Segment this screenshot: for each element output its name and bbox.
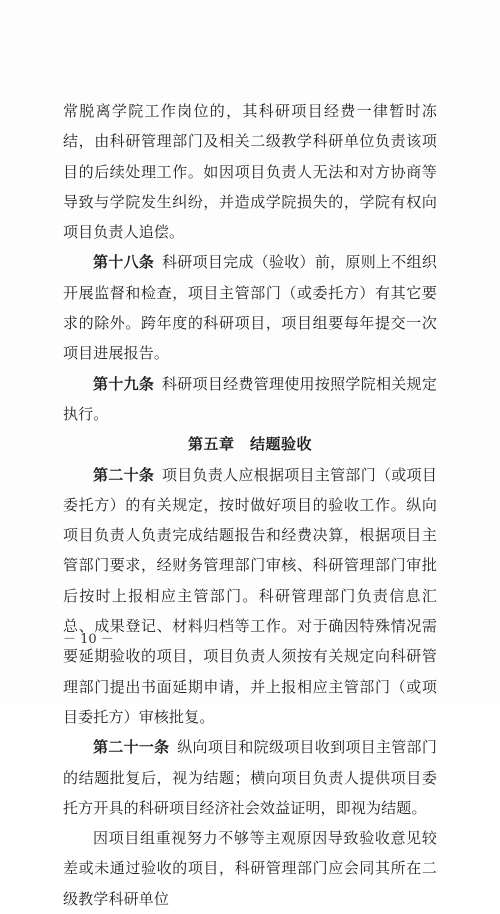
article-18-text: 科研项目完成（验收）前，原则上不组织开展监督和检查，项目主管部门（或委托方）有其它要求的除外。跨年度的科研项目，项目组要每年提交一次项目进展报告。 — [63, 253, 437, 363]
article-21-label: 第二十一条 — [93, 738, 170, 757]
article-21 — [63, 732, 437, 823]
article-19 — [63, 369, 437, 430]
article-19-text: 科研项目经费管理使用按照学院相关规定执行。 — [63, 374, 437, 423]
paragraph-continuation: 常脱离学院工作岗位的，其科研项目经费一律暂时冻结，由科研管理部门及相关二级教学科研单位负责该项目的后续处理工作。如因项目负责人无法和对方协商等导致与学院发生纠纷，并造成学院损失的，学院有权向项目负责人追偿。 — [63, 102, 437, 242]
document-body — [63, 96, 437, 914]
page-number: － 10 － — [63, 632, 114, 647]
article-19-label: 第十九条 — [93, 374, 155, 393]
paragraph-final: 因项目组重视努力不够等主观原因导致验收意见较差或未通过验收的项目，科研管理部门应会同其所在二级教学科研单位 — [63, 829, 437, 908]
article-21-text: 纵向项目和院级项目收到项目主管部门的结题批复后，视为结题；横向项目负责人提供项目委托方开具的科研项目经济社会效益证明，即视为结题。 — [63, 738, 437, 817]
article-20-label: 第二十条 — [93, 465, 155, 484]
article-18-label: 第十八条 — [93, 253, 155, 272]
article-20 — [63, 460, 437, 733]
chapter-heading: 第五章 结题验收 — [187, 435, 312, 454]
article-20-text: 项目负责人应根据项目主管部门（或项目委托方）的有关规定，按时做好项目的验收工作。纵向项目负责人负责完成结题报告和经费决算，根据项目主管部门要求，经财务管理部门审核、科研管理部门审批后按时上报相应主管部门。科研管理部门负责信息汇总、成果登记、材料归档等工作。对于确因特殊情况需要延期验收的项目，项目负责人须按有关规定向科研管理部门提出书面延期申请，并上报相应主管部门（或项目委托方）审核批复。 — [63, 465, 437, 726]
article-18 — [63, 247, 437, 368]
